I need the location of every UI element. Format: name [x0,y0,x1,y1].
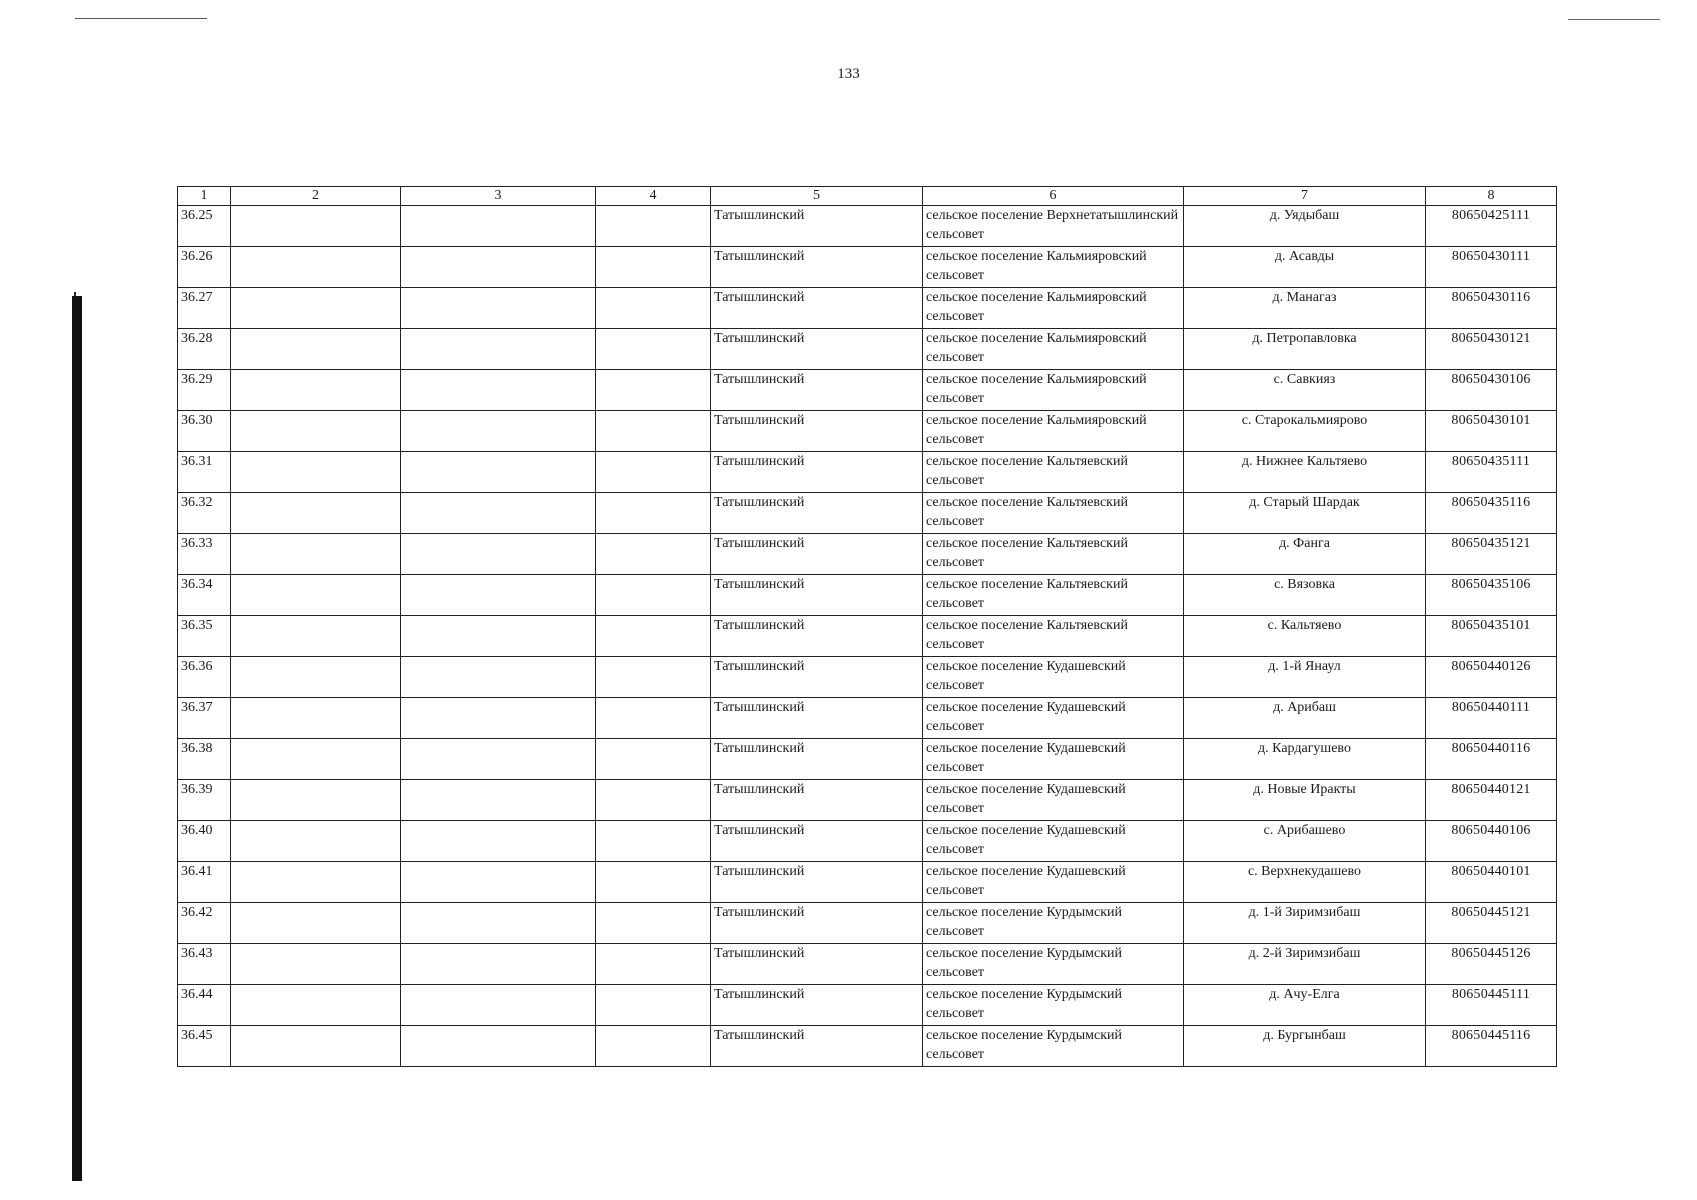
settlement-cell: сельское поселение Кальмияровский сельсовет [923,411,1184,452]
table-row [178,575,1557,616]
oktmo-code-cell: 80650435111 [1426,452,1557,493]
village-cell: д. 2-й Зиримзибаш [1184,944,1426,985]
village-cell: д. Новые Иракты [1184,780,1426,821]
row-number-cell: 36.44 [178,985,231,1026]
district-cell: Татышлинский [711,329,923,370]
district-cell: Татышлинский [711,288,923,329]
empty-cell-col3 [401,534,596,575]
row-number-cell: 36.38 [178,739,231,780]
column-header: 6 [923,187,1184,206]
oktmo-code-cell: 80650440116 [1426,739,1557,780]
district-cell: Татышлинский [711,657,923,698]
empty-cell-col2 [231,616,401,657]
settlement-cell: сельское поселение Кальтяевский сельсовет [923,575,1184,616]
empty-cell-col3 [401,821,596,862]
district-cell: Татышлинский [711,493,923,534]
district-cell: Татышлинский [711,411,923,452]
row-number-cell: 36.30 [178,411,231,452]
oktmo-code-cell: 80650440101 [1426,862,1557,903]
empty-cell-col3 [401,657,596,698]
empty-cell-col3 [401,247,596,288]
district-cell: Татышлинский [711,452,923,493]
empty-cell-col3 [401,575,596,616]
oktmo-code-cell: 80650435116 [1426,493,1557,534]
village-cell: д. Асавды [1184,247,1426,288]
empty-cell-col2 [231,411,401,452]
row-number-cell: 36.40 [178,821,231,862]
empty-cell-col4 [596,944,711,985]
empty-cell-col3 [401,780,596,821]
empty-cell-col3 [401,288,596,329]
village-cell: д. Нижнее Кальтяево [1184,452,1426,493]
column-header: 3 [401,187,596,206]
scan-binding-shadow [72,296,82,1181]
empty-cell-col4 [596,206,711,247]
table-row [178,247,1557,288]
row-number-cell: 36.45 [178,1026,231,1067]
column-header: 5 [711,187,923,206]
empty-cell-col4 [596,903,711,944]
oktmo-code-cell: 80650435106 [1426,575,1557,616]
empty-cell-col2 [231,985,401,1026]
settlement-cell: сельское поселение Курдымский сельсовет [923,944,1184,985]
district-cell: Татышлинский [711,862,923,903]
oktmo-code-cell: 80650430101 [1426,411,1557,452]
empty-cell-col2 [231,534,401,575]
district-cell: Татышлинский [711,944,923,985]
district-cell: Татышлинский [711,370,923,411]
settlement-cell: сельское поселение Кудашевский сельсовет [923,862,1184,903]
empty-cell-col2 [231,370,401,411]
table-row [178,616,1557,657]
top-right-rule [1568,19,1660,20]
oktmo-code-cell: 80650445111 [1426,985,1557,1026]
table-row [178,452,1557,493]
settlement-cell: сельское поселение Курдымский сельсовет [923,903,1184,944]
table-row [178,739,1557,780]
table-row [178,903,1557,944]
empty-cell-col4 [596,411,711,452]
table-row [178,288,1557,329]
top-left-rule [75,18,207,19]
village-cell: с. Вязовка [1184,575,1426,616]
settlement-cell: сельское поселение Верхнетатышлинский сельсовет [923,206,1184,247]
settlement-cell: сельское поселение Кальмияровский сельсовет [923,288,1184,329]
empty-cell-col4 [596,862,711,903]
empty-cell-col3 [401,411,596,452]
village-cell: с. Кальтяево [1184,616,1426,657]
district-cell: Татышлинский [711,247,923,288]
settlement-cell: сельское поселение Кальмияровский сельсовет [923,247,1184,288]
oktmo-code-cell: 80650445121 [1426,903,1557,944]
empty-cell-col4 [596,247,711,288]
district-cell: Татышлинский [711,739,923,780]
settlement-cell: сельское поселение Кальтяевский сельсовет [923,616,1184,657]
district-cell: Татышлинский [711,575,923,616]
table-row [178,493,1557,534]
table-row [178,411,1557,452]
oktmo-code-cell: 80650430106 [1426,370,1557,411]
row-number-cell: 36.43 [178,944,231,985]
oktmo-code-cell: 80650440111 [1426,698,1557,739]
empty-cell-col2 [231,452,401,493]
empty-cell-col3 [401,698,596,739]
village-cell: д. Уядыбаш [1184,206,1426,247]
village-cell: д. Ачу-Елга [1184,985,1426,1026]
row-number-cell: 36.42 [178,903,231,944]
village-cell: с. Савкияз [1184,370,1426,411]
empty-cell-col3 [401,493,596,534]
table-row [178,821,1557,862]
settlement-cell: сельское поселение Кальмияровский сельсовет [923,370,1184,411]
empty-cell-col2 [231,329,401,370]
settlement-cell: сельское поселение Кальтяевский сельсовет [923,452,1184,493]
empty-cell-col3 [401,370,596,411]
row-number-cell: 36.26 [178,247,231,288]
village-cell: д. Фанга [1184,534,1426,575]
settlement-cell: сельское поселение Кудашевский сельсовет [923,698,1184,739]
empty-cell-col3 [401,903,596,944]
empty-cell-col2 [231,780,401,821]
empty-cell-col4 [596,657,711,698]
district-cell: Татышлинский [711,698,923,739]
oktmo-code-cell: 80650440126 [1426,657,1557,698]
oktmo-code-cell: 80650430116 [1426,288,1557,329]
empty-cell-col2 [231,698,401,739]
village-cell: с. Старокальмиярово [1184,411,1426,452]
settlements-table [177,186,1557,1067]
page-number: 133 [837,66,860,82]
village-cell: д. Петропавловка [1184,329,1426,370]
row-number-cell: 36.41 [178,862,231,903]
table-row [178,1026,1557,1067]
empty-cell-col4 [596,821,711,862]
table-body [178,206,1557,1067]
empty-cell-col3 [401,1026,596,1067]
empty-cell-col2 [231,739,401,780]
district-cell: Татышлинский [711,903,923,944]
empty-cell-col3 [401,452,596,493]
empty-cell-col4 [596,493,711,534]
empty-cell-col2 [231,903,401,944]
empty-cell-col4 [596,780,711,821]
settlement-cell: сельское поселение Кальтяевский сельсовет [923,534,1184,575]
empty-cell-col2 [231,862,401,903]
empty-cell-col3 [401,985,596,1026]
empty-cell-col2 [231,944,401,985]
table-row [178,862,1557,903]
empty-cell-col3 [401,739,596,780]
district-cell: Татышлинский [711,985,923,1026]
column-header: 8 [1426,187,1557,206]
empty-cell-col4 [596,616,711,657]
empty-cell-col4 [596,534,711,575]
oktmo-code-cell: 80650435121 [1426,534,1557,575]
empty-cell-col2 [231,206,401,247]
settlement-cell: сельское поселение Кудашевский сельсовет [923,780,1184,821]
district-cell: Татышлинский [711,534,923,575]
empty-cell-col4 [596,575,711,616]
village-cell: д. 1-й Янаул [1184,657,1426,698]
district-cell: Татышлинский [711,206,923,247]
table-row [178,534,1557,575]
oktmo-code-cell: 80650445126 [1426,944,1557,985]
village-cell: д. 1-й Зиримзибаш [1184,903,1426,944]
oktmo-code-cell: 80650435101 [1426,616,1557,657]
empty-cell-col2 [231,1026,401,1067]
row-number-cell: 36.35 [178,616,231,657]
oktmo-code-cell: 80650440106 [1426,821,1557,862]
empty-cell-col4 [596,288,711,329]
row-number-cell: 36.33 [178,534,231,575]
row-number-cell: 36.32 [178,493,231,534]
empty-cell-col4 [596,1026,711,1067]
empty-cell-col3 [401,944,596,985]
empty-cell-col2 [231,575,401,616]
oktmo-code-cell: 80650440121 [1426,780,1557,821]
village-cell: с. Верхнекудашево [1184,862,1426,903]
row-number-cell: 36.27 [178,288,231,329]
empty-cell-col3 [401,862,596,903]
row-number-cell: 36.28 [178,329,231,370]
settlement-cell: сельское поселение Кудашевский сельсовет [923,657,1184,698]
empty-cell-col2 [231,821,401,862]
empty-cell-col2 [231,288,401,329]
empty-cell-col4 [596,329,711,370]
settlement-cell: сельское поселение Курдымский сельсовет [923,985,1184,1026]
settlement-cell: сельское поселение Кудашевский сельсовет [923,739,1184,780]
village-cell: д. Кардагушево [1184,739,1426,780]
district-cell: Татышлинский [711,616,923,657]
column-header: 2 [231,187,401,206]
empty-cell-col3 [401,616,596,657]
settlement-cell: сельское поселение Кальмияровский сельсовет [923,329,1184,370]
empty-cell-col2 [231,657,401,698]
settlement-cell: сельское поселение Кудашевский сельсовет [923,821,1184,862]
table-row [178,657,1557,698]
oktmo-code-cell: 80650430111 [1426,247,1557,288]
empty-cell-col4 [596,698,711,739]
empty-cell-col2 [231,247,401,288]
column-header: 7 [1184,187,1426,206]
settlement-cell: сельское поселение Курдымский сельсовет [923,1026,1184,1067]
empty-cell-col4 [596,739,711,780]
village-cell: д. Манагаз [1184,288,1426,329]
column-header: 1 [178,187,231,206]
row-number-cell: 36.25 [178,206,231,247]
table-row [178,370,1557,411]
district-cell: Татышлинский [711,1026,923,1067]
row-number-cell: 36.37 [178,698,231,739]
empty-cell-col4 [596,985,711,1026]
empty-cell-col3 [401,329,596,370]
table-row [178,329,1557,370]
empty-cell-col4 [596,452,711,493]
empty-cell-col3 [401,206,596,247]
district-cell: Татышлинский [711,821,923,862]
table-row [178,780,1557,821]
village-cell: д. Старый Шардак [1184,493,1426,534]
row-number-cell: 36.31 [178,452,231,493]
village-cell: с. Арибашево [1184,821,1426,862]
table-row [178,698,1557,739]
oktmo-code-cell: 80650445116 [1426,1026,1557,1067]
district-cell: Татышлинский [711,780,923,821]
oktmo-code-cell: 80650430121 [1426,329,1557,370]
row-number-cell: 36.36 [178,657,231,698]
empty-cell-col2 [231,493,401,534]
table-row [178,985,1557,1026]
column-header: 4 [596,187,711,206]
row-number-cell: 36.34 [178,575,231,616]
table-row [178,944,1557,985]
header-row [178,187,1557,206]
row-number-cell: 36.29 [178,370,231,411]
village-cell: д. Бургынбаш [1184,1026,1426,1067]
row-number-cell: 36.39 [178,780,231,821]
village-cell: д. Арибаш [1184,698,1426,739]
empty-cell-col4 [596,370,711,411]
settlement-cell: сельское поселение Кальтяевский сельсовет [923,493,1184,534]
table-row [178,206,1557,247]
oktmo-code-cell: 80650425111 [1426,206,1557,247]
